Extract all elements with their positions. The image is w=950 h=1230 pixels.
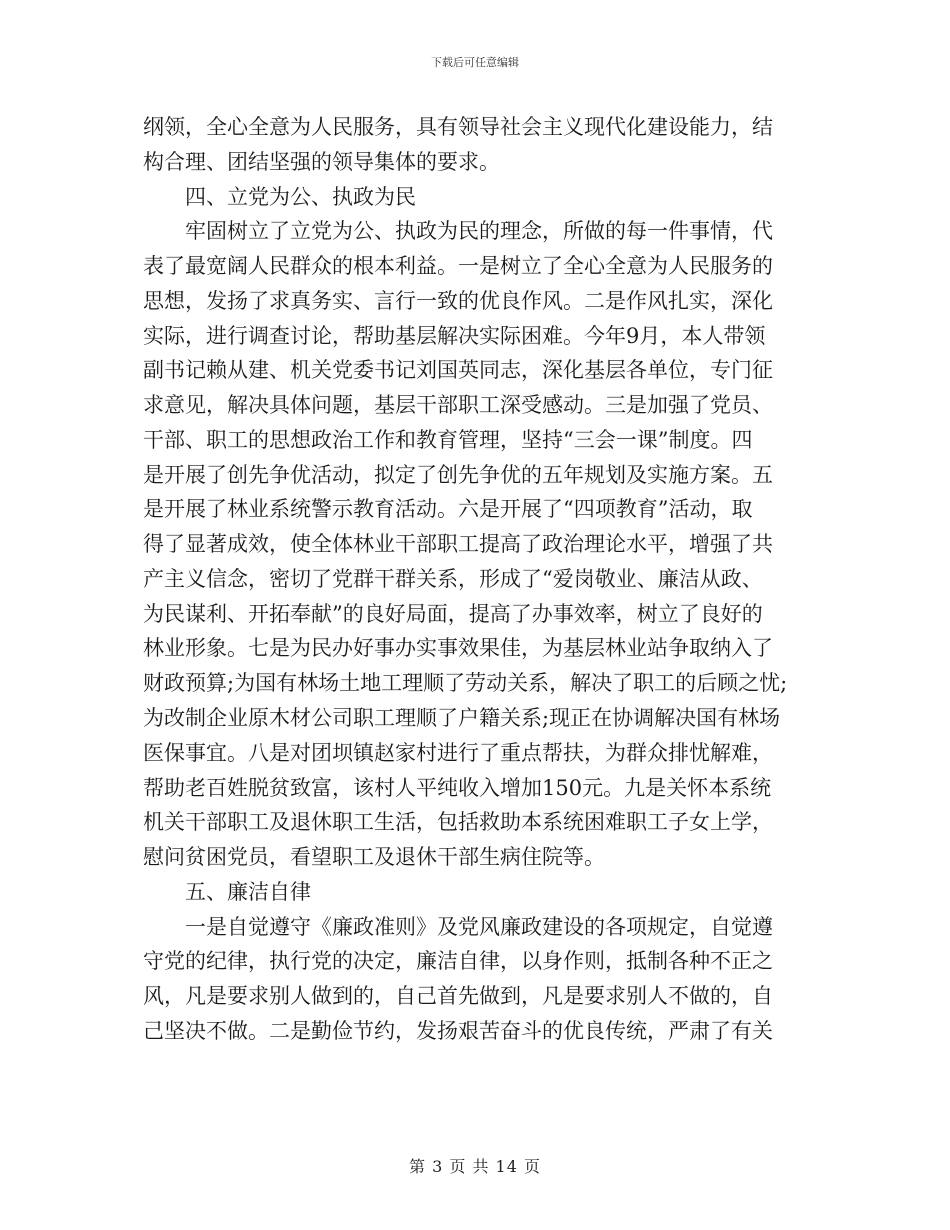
text-line: 副书记赖从建、机关党委书记刘国英同志，深化基层各单位，专门征 xyxy=(143,358,773,383)
section-heading: 四、立党为公、执政为民 xyxy=(185,184,416,209)
text-line: 林业形象。七是为民办好事办实事效果佳，为基层林业站争取纳入了 xyxy=(143,636,773,661)
text-line: 风，凡是要求别人做到的，自己首先做到，凡是要求别人不做的，自 xyxy=(143,984,773,1009)
text-line: 得了显著成效，使全体林业干部职工提高了政治理论水平，增强了共 xyxy=(143,532,773,557)
text-line: 慰问贫困党员，看望职工及退休干部生病住院等。 xyxy=(143,845,605,870)
text-line: 干部、职工的思想政治工作和教育管理，坚持“三会一课”制度。四 xyxy=(143,427,753,452)
text-line: 一是自觉遵守《廉政准则》及党风廉政建设的各项规定，自觉遵 xyxy=(185,914,773,939)
text-line: 己坚决不做。二是勤俭节约，发扬艰苦奋斗的优良传统，严肃了有关 xyxy=(143,1018,773,1043)
page-number: 第 3 页 共 14 页 xyxy=(409,1157,541,1176)
text-line: 是开展了创先争优活动，拟定了创先争优的五年规划及实施方案。五 xyxy=(143,462,773,487)
text-line: 为民谋利、开拓奉献”的良好局面，提高了办事效率，树立了良好的 xyxy=(143,601,763,626)
document-body xyxy=(143,110,808,1049)
text-line: 表了最宽阔人民群众的根本利益。一是树立了全心全意为人民服务的 xyxy=(143,254,773,279)
text-line: 是开展了林业系统警示教育活动。六是开展了“四项教育”活动，取 xyxy=(143,497,753,522)
text-line: 为改制企业原木材公司职工理顺了户籍关系;现正在协调解决国有林场 xyxy=(143,706,781,731)
text-line: 思想，发扬了求真务实、言行一致的优良作风。二是作风扎实，深化 xyxy=(143,288,773,313)
text-line: 医保事宜。八是对团坝镇赵家村进行了重点帮扶，为群众排忧解难， xyxy=(143,740,773,765)
text-line: 纲领，全心全意为人民服务，具有领导社会主义现代化建设能力，结 xyxy=(143,115,773,139)
text-line: 产主义信念，密切了党群干群关系，形成了“爱岗敬业、廉洁从政、 xyxy=(143,566,763,591)
section-heading: 五、廉洁自律 xyxy=(185,879,311,904)
text-line: 牢固树立了立党为公、执政为民的理念，所做的每一件事情，代 xyxy=(185,219,773,244)
text-line: 求意见，解决具体问题，基层干部职工深受感动。三是加强了党员、 xyxy=(143,393,773,418)
text-line: 财政预算;为国有林场土地工理顺了劳动关系，解决了职工的后顾之忧; xyxy=(143,671,788,696)
text-line: 实际，进行调查讨论，帮助基层解决实际困难。今年9月，本人带领 xyxy=(143,323,766,348)
text-line: 构合理、团结坚强的领导集体的要求。 xyxy=(143,149,500,174)
text-line: 机关干部职工及退休职工生活，包括救助本系统困难职工子女上学， xyxy=(143,810,773,835)
page-header: 下载后可任意编辑 xyxy=(431,56,519,69)
text-line: 帮助老百姓脱贫致富，该村人平纯收入增加150元。九是关怀本系统 xyxy=(143,775,772,800)
text-line: 守党的纪律，执行党的决定，廉洁自律，以身作则，抵制各种不正之 xyxy=(143,949,773,974)
